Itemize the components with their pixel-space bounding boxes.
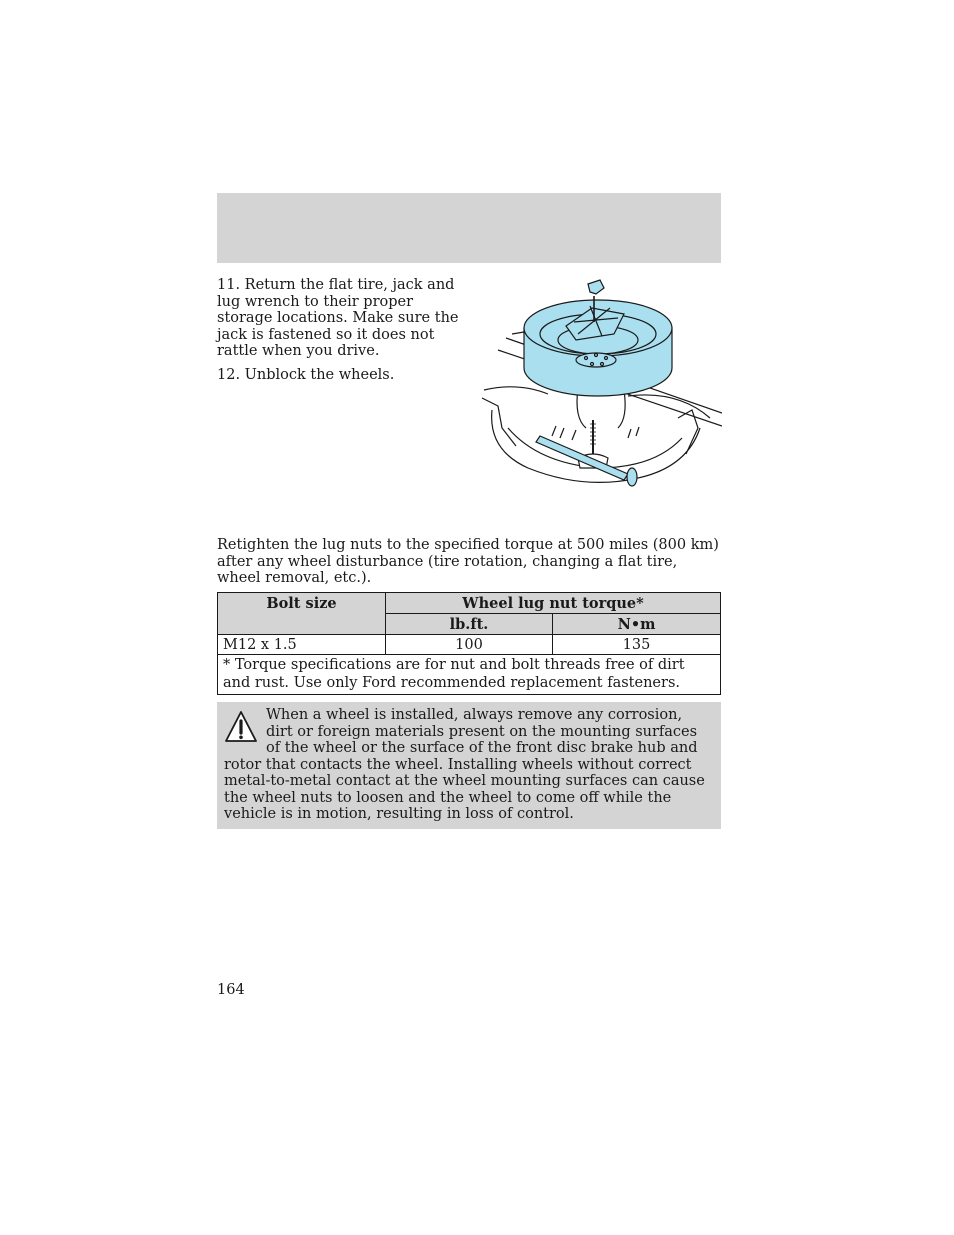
- page-number: 164: [217, 982, 245, 998]
- step-11: 11. Return the flat tire, jack and lug wrench to their proper storage locations. Make sure the jack is fastened so it does not rattle when you drive.: [217, 277, 459, 359]
- torque-table: [217, 592, 721, 695]
- lbft-cell: 100: [386, 635, 553, 655]
- step-12: 12. Unblock the wheels.: [217, 366, 395, 383]
- table-footnote-row: [218, 655, 721, 695]
- well-left-wall: [482, 398, 516, 446]
- col-nm: N•m: [553, 614, 721, 635]
- bolt-size-cell: M12 x 1.5: [218, 635, 386, 655]
- col-wheel-torque: Wheel lug nut torque*: [386, 593, 721, 614]
- warning-triangle-icon: [224, 710, 258, 744]
- nm-cell: 135: [553, 635, 721, 655]
- spare-tire-illustration: [478, 278, 722, 498]
- retighten-note: Retighten the lug nuts to the specified torque at 500 miles (800 km) after any wheel disturbance (tire rotation, changing a flat tire, wheel removal, etc.).: [217, 537, 719, 586]
- instruction-steps: [217, 277, 472, 390]
- col-bolt-size: Bolt size: [218, 593, 386, 635]
- spare-well: [492, 410, 700, 482]
- table-row: [218, 635, 721, 655]
- wheel-hub: [576, 353, 616, 367]
- wing-nut: [588, 280, 604, 294]
- section-header-band: [217, 193, 721, 263]
- table-header-row: [218, 593, 721, 614]
- warning-text: When a wheel is installed, always remove any corrosion, dirt or foreign materials present on the mounting surfaces of the wheel or the surface of the front disc brake hub and rotor that contacts the wheel. Installing wheels without correct metal-to-metal contact at the wheel mounting surfaces can cause the wheel nuts to loosen and the wheel to come off while the vehicle is in motion, resulting in loss of control.: [224, 707, 705, 822]
- wrench-socket: [627, 468, 637, 486]
- col-lbft: lb.ft.: [386, 614, 553, 635]
- table-footnote: * Torque specifications are for nut and bolt threads free of dirt and rust. Use only Ford recommended replacement fasteners.: [218, 655, 721, 695]
- warning-box: [217, 702, 721, 829]
- lug-wrench: [536, 436, 628, 480]
